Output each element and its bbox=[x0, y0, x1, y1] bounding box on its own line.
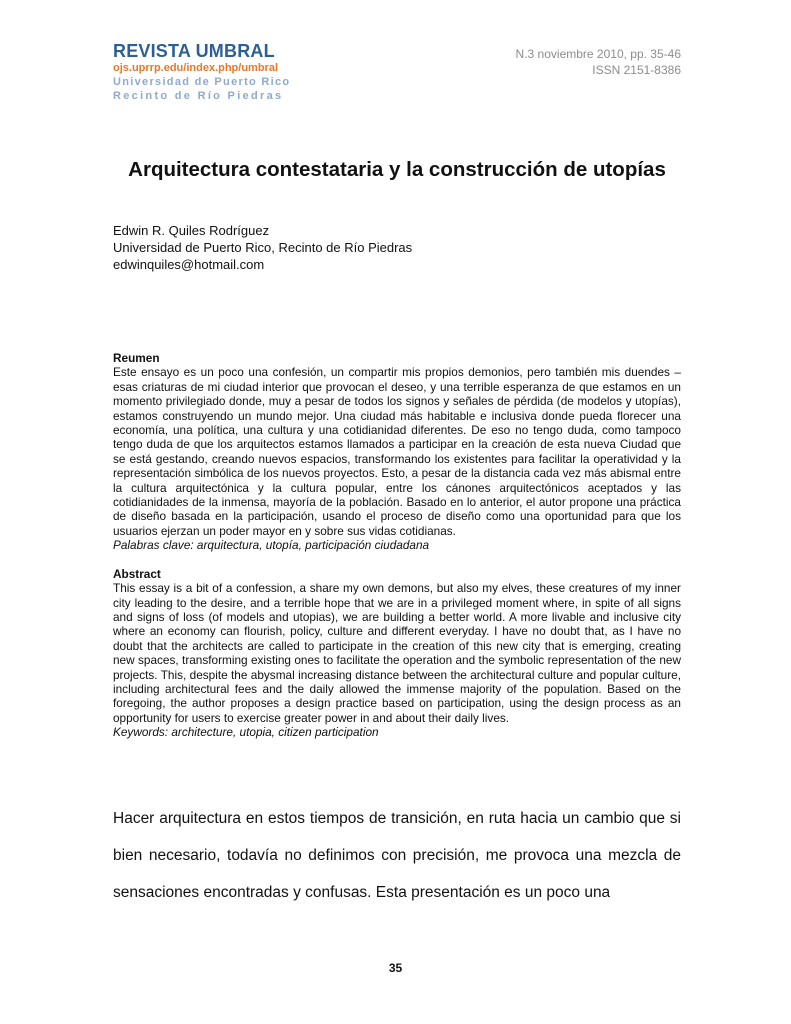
abstract-text: This essay is a bit of a confession, a share my own demons, but also my elves, these creatures of my inner city leading to the desire, and a terrible hope that we are in a privileged moment where, in spite of all signs and signs of loss (of models and utopias), we are building a better world. A more livable and inclusive city where an economy can flourish, policy, culture and different everyday. I have no doubt that, as I have no doubt that the architects are called to participate in the creation of this new city that is emerging, creating new spaces, transforming existing ones to facilitate the operation and the symbolic representation of the new projects. This, despite the abysmal increasing distance between the architectural culture and popular culture, including architectural fees and the daily allowed the immense majority of the population. Based on the foregoing, the author proposes a design practice based on participation, using the design process as an opportunity for users to exercise greater power in and about their daily lives. bbox=[113, 581, 681, 725]
author-name: Edwin R. Quiles Rodríguez bbox=[113, 223, 270, 238]
issn: ISSN 2151-8386 bbox=[592, 63, 681, 77]
journal-campus: Recinto de Río Piedras bbox=[113, 90, 284, 102]
resumen-text: Este ensayo es un poco una confesión, un compartir mis propios demonios, pero también mis duendes –esas criaturas de mi ciudad interior que provocan el deseo, y una terrible esperanza de que estamos en un momento privilegiado donde, muy a pesar de todos los signos y señales de pérdida (de modelos y utopías), estamos construyendo un mundo mejor. Una ciudad más habitable e inclusiva donde pueda florecer una economía, una política, una cultura y una cotidianidad diferentes. De eso no tengo duda, como tampoco tengo duda de que los arquitectos estamos llamados a participar en la creación de esta nueva Ciudad que se está gestando, creando nuevos espacios, transformando los existentes para facilitar la operatividad y la representación simbólica de los nuevos proyectos. Esto, a pesar de la distancia cada vez más abismal entre la cultura arquitectónica y la cultura popular, entre los cánones arquitectónicos aceptados y las cotidianidades de la inmensa, mayoría de la población. Basado en lo anterior, el autor propone una práctica de diseño basada en la participación, usando el proceso de diseño como una oportunidad para que los usuarios ejerzan un poder mayor en y sobre sus vidas cotidianas. bbox=[113, 365, 681, 538]
author-email: edwinquiles@hotmail.com bbox=[113, 257, 265, 272]
abstract-keywords: Keywords: architecture, utopia, citizen participation bbox=[113, 725, 379, 740]
article-title: Arquitectura contestataria y la construcción de utopías bbox=[128, 158, 666, 181]
body-paragraph: Hacer arquitectura en estos tiempos de transición, en ruta hacia un cambio que si bien necesario, todavía no definimos con precisión, me provoca una mezcla de sensaciones encontradas y confusas. Esta presentación es un poco una bbox=[113, 809, 681, 901]
resumen-section bbox=[113, 351, 681, 553]
resumen-keywords: Palabras clave: arquitectura, utopía, participación ciudadana bbox=[113, 538, 430, 553]
issue-info bbox=[516, 42, 681, 78]
author-block bbox=[113, 222, 681, 273]
page-content bbox=[113, 0, 681, 911]
abstract-heading: Abstract bbox=[113, 566, 161, 581]
page-number: 35 bbox=[388, 961, 403, 975]
journal-masthead bbox=[113, 42, 290, 102]
journal-title: REVISTA UMBRAL bbox=[113, 41, 275, 61]
page-header bbox=[113, 42, 681, 102]
journal-institution: Universidad de Puerto Rico bbox=[113, 76, 291, 88]
issue-number-date-pages: N.3 noviembre 2010, pp. 35-46 bbox=[515, 47, 681, 61]
resumen-heading: Reumen bbox=[113, 351, 160, 365]
abstract-section bbox=[113, 567, 681, 740]
journal-url: ojs.uprrp.edu/index.php/umbral bbox=[113, 62, 279, 74]
author-affiliation: Universidad de Puerto Rico, Recinto de Río Piedras bbox=[113, 240, 413, 255]
